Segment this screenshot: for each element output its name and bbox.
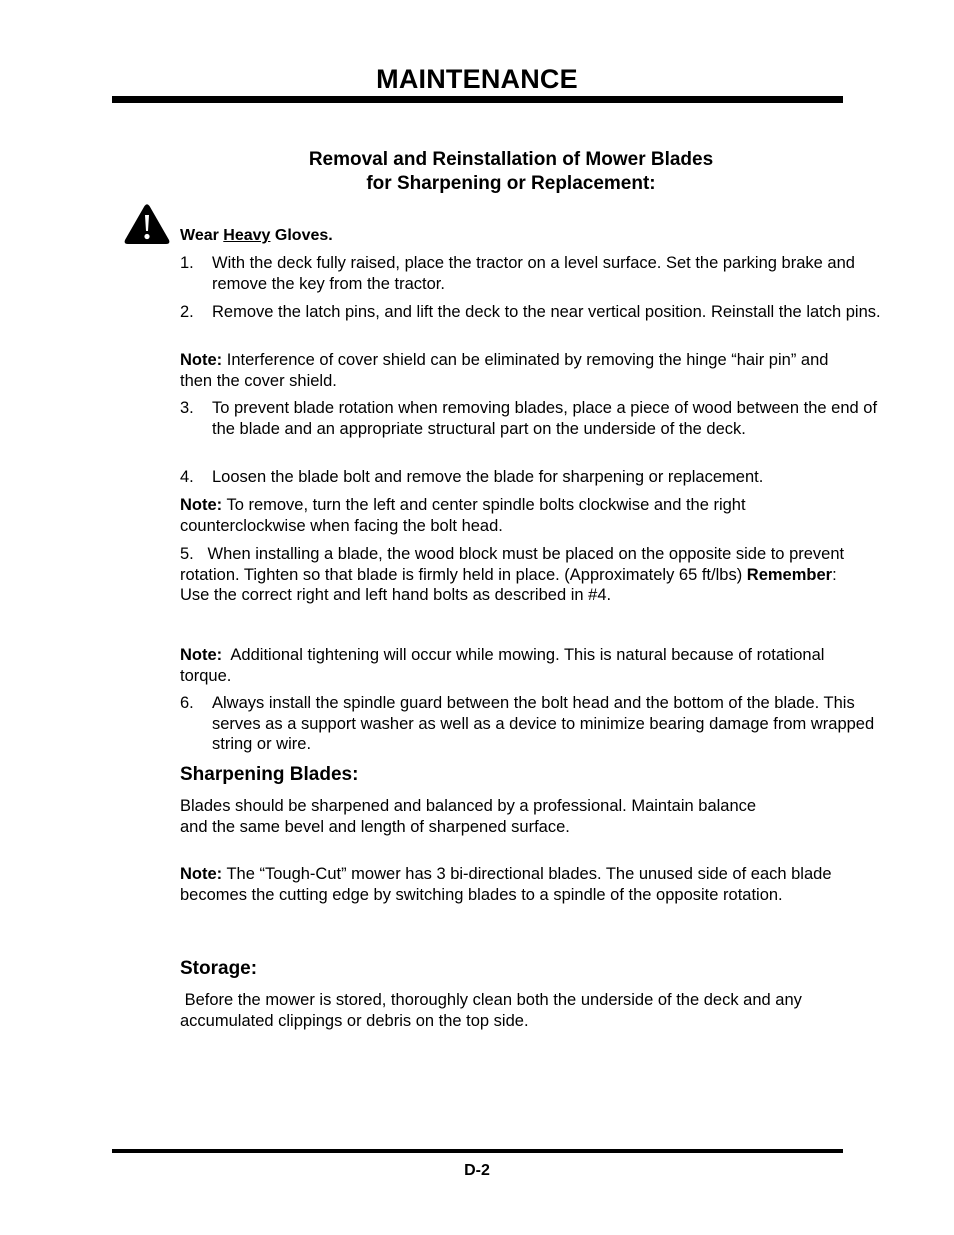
note-text: Interference of cover shield can be eliminated by removing the hinge “hair pin” and then the cover shield. — [180, 351, 829, 390]
step-text: Loosen the blade bolt and remove the blade for sharpening or replacement. — [212, 468, 764, 486]
step-text: With the deck fully raised, place the tractor on a level surface. Set the parking brake and remove the key from the tractor. — [212, 254, 855, 293]
step-tail: : Use the correct right and left hand bolts as described in #4. — [180, 565, 837, 604]
note-label: Note: — [180, 496, 223, 514]
note-2 — [180, 495, 850, 536]
storage-heading: Storage: — [180, 958, 258, 979]
note-4 — [180, 864, 850, 905]
section-heading-line-1: Removal and Reinstallation of Mower Blades — [308, 149, 714, 170]
step-text: Remove the latch pins, and lift the deck to the near vertical position. Reinstall the latch pins. — [212, 303, 881, 321]
step-number: 6. — [180, 694, 194, 712]
warning-triangle-icon — [124, 203, 170, 245]
warning-emphasis: Heavy — [223, 227, 271, 244]
step-2 — [180, 302, 882, 323]
note-label: Note: — [180, 646, 223, 664]
sharpening-heading: Sharpening Blades: — [180, 764, 359, 785]
sharpening-text: Blades should be sharpened and balanced by a professional. Maintain balance and the same bevel and length of sharpened surface. — [180, 797, 757, 836]
step-1 — [180, 253, 882, 294]
section-heading-line-2: for Sharpening or Replacement: — [366, 173, 656, 194]
step-4 — [180, 467, 892, 488]
step-3 — [180, 398, 882, 439]
footer-rule — [112, 1149, 843, 1153]
section-heading — [0, 148, 954, 196]
step-text: When installing a blade, the wood block must be placed on the opposite side to prevent rotation. Tighten so that blade is firmly held in place. (Approximately 65 ft/lbs) — [180, 545, 845, 584]
warning-prefix: Wear — [180, 227, 219, 244]
step-number: 2. — [180, 303, 194, 321]
note-label: Note: — [180, 865, 223, 883]
warning-suffix: Gloves. — [274, 227, 333, 244]
step-number: 5. — [180, 545, 194, 563]
note-text: Additional tightening will occur while mowing. This is natural because of rotational torque. — [180, 646, 830, 685]
note-text: The “Tough-Cut” mower has 3 bi-directional blades. The unused side of each blade becomes the cutting edge by switching blades to a spindle of the opposite rotation. — [180, 865, 832, 904]
step-text: Always install the spindle guard between the bolt head and the bottom of the blade. This serves as a support washer as well as a device to minimize bearing damage from wrapped string or wire. — [212, 694, 875, 753]
note-label: Note: — [180, 351, 223, 369]
header-rule — [112, 96, 843, 103]
page-title: MAINTENANCE — [376, 64, 578, 94]
step-5 — [180, 544, 850, 606]
step-text: To prevent blade rotation when removing blades, place a piece of wood between the end of the blade and an appropriate structural part on the underside of the deck. — [212, 399, 878, 438]
step-number: 4. — [180, 468, 194, 486]
note-text: To remove, turn the left and center spindle bolts clockwise and the right counterclockwise when facing the bolt head. — [180, 496, 746, 535]
page-number: D-2 — [464, 1162, 490, 1179]
gloves-warning — [180, 226, 333, 245]
step-number: 1. — [180, 254, 194, 272]
step-number: 3. — [180, 399, 194, 417]
note-1 — [180, 350, 850, 391]
step-bold: Remember — [746, 565, 833, 584]
step-6 — [180, 693, 882, 755]
note-3 — [180, 645, 850, 686]
storage-text: Before the mower is stored, thoroughly clean both the underside of the deck and any accumulated clippings or debris on the top side. — [180, 991, 807, 1030]
